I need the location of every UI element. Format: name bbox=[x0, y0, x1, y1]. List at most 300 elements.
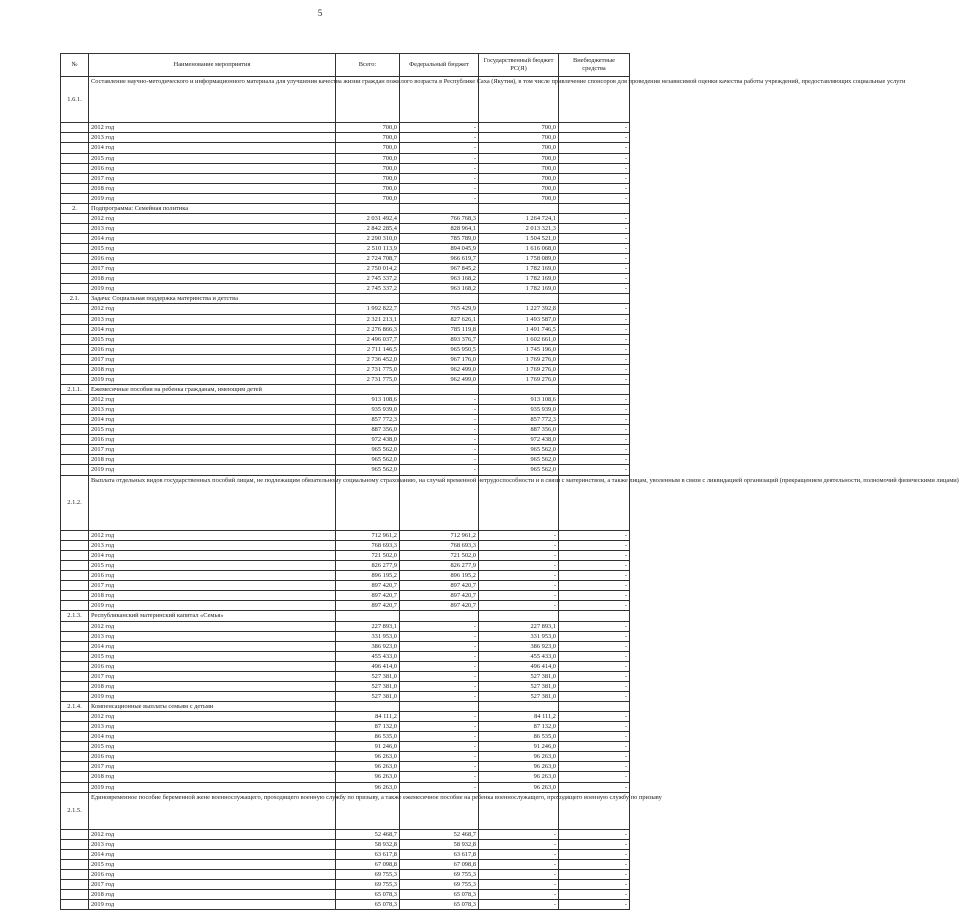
row-state: 1 602 661,0 bbox=[479, 334, 559, 344]
row-state: 331 953,0 bbox=[479, 631, 559, 641]
row-year: 2015 год bbox=[89, 742, 336, 752]
year-row bbox=[61, 661, 630, 671]
row-state: - bbox=[479, 849, 559, 859]
row-federal: 962 499,0 bbox=[400, 364, 479, 374]
section-code: 2.1.4. bbox=[61, 702, 89, 712]
row-code-empty bbox=[61, 193, 89, 203]
section-federal-empty bbox=[400, 384, 479, 394]
row-year: 2014 год bbox=[89, 551, 336, 561]
row-extra: - bbox=[559, 445, 630, 455]
row-extra: - bbox=[559, 244, 630, 254]
row-federal: - bbox=[400, 163, 479, 173]
year-row bbox=[61, 415, 630, 425]
row-year: 2018 год bbox=[89, 591, 336, 601]
row-state: 913 108,6 bbox=[479, 395, 559, 405]
row-federal: 897 420,7 bbox=[400, 601, 479, 611]
year-row bbox=[61, 334, 630, 344]
row-state: 1 616 068,0 bbox=[479, 244, 559, 254]
row-year: 2015 год bbox=[89, 860, 336, 870]
row-federal: - bbox=[400, 722, 479, 732]
row-year: 2019 год bbox=[89, 782, 336, 792]
row-total: 857 772,3 bbox=[336, 415, 400, 425]
row-total: 69 755,3 bbox=[336, 870, 400, 880]
row-state: 227 893,1 bbox=[479, 621, 559, 631]
section-title: Единовременное пособие беременной жене военнослужащего, проходящего военную службу по призыву, а также ежемесячное пособие на ребенка военнослужащего, проходящего военную службу по призыву bbox=[89, 792, 336, 829]
row-federal: - bbox=[400, 445, 479, 455]
row-state: 965 562,0 bbox=[479, 445, 559, 455]
row-federal: - bbox=[400, 143, 479, 153]
year-row bbox=[61, 405, 630, 415]
row-federal: 785 789,0 bbox=[400, 234, 479, 244]
row-total: 86 535,0 bbox=[336, 732, 400, 742]
section-row bbox=[61, 77, 630, 123]
row-extra: - bbox=[559, 591, 630, 601]
row-federal: - bbox=[400, 123, 479, 133]
section-title: Компенсационные выплаты семьям с детьми bbox=[89, 702, 336, 712]
row-code-empty bbox=[61, 681, 89, 691]
row-federal: - bbox=[400, 782, 479, 792]
row-total: 700,0 bbox=[336, 193, 400, 203]
row-state: - bbox=[479, 530, 559, 540]
row-state: 96 263,0 bbox=[479, 762, 559, 772]
row-state: 1 264 724,1 bbox=[479, 213, 559, 223]
year-row bbox=[61, 530, 630, 540]
row-total: 1 992 822,7 bbox=[336, 304, 400, 314]
row-total: 965 562,0 bbox=[336, 455, 400, 465]
row-total: 96 263,0 bbox=[336, 752, 400, 762]
row-code-empty bbox=[61, 234, 89, 244]
section-row bbox=[61, 384, 630, 394]
row-total: 972 438,0 bbox=[336, 435, 400, 445]
row-year: 2019 год bbox=[89, 601, 336, 611]
row-state: 1 227 392,8 bbox=[479, 304, 559, 314]
row-extra: - bbox=[559, 621, 630, 631]
row-total: 2 276 866,3 bbox=[336, 324, 400, 334]
row-code-empty bbox=[61, 254, 89, 264]
row-total: 897 420,7 bbox=[336, 591, 400, 601]
row-federal: 65 078,3 bbox=[400, 900, 479, 910]
row-total: 455 433,0 bbox=[336, 651, 400, 661]
row-extra: - bbox=[559, 143, 630, 153]
row-year: 2019 год bbox=[89, 465, 336, 475]
row-state: 965 562,0 bbox=[479, 465, 559, 475]
row-extra: - bbox=[559, 571, 630, 581]
row-total: 826 277,9 bbox=[336, 561, 400, 571]
section-title: Ежемесячные пособия на ребенка гражданам, имеющим детей bbox=[89, 384, 336, 394]
section-code: 2.1. bbox=[61, 294, 89, 304]
row-year: 2016 год bbox=[89, 435, 336, 445]
row-state: 1 782 169,0 bbox=[479, 274, 559, 284]
row-total: 897 420,7 bbox=[336, 601, 400, 611]
section-title: Подпрограмма: Семейная политика bbox=[89, 203, 336, 213]
row-state: 1 769 276,0 bbox=[479, 354, 559, 364]
row-state: 1 491 746,5 bbox=[479, 324, 559, 334]
year-row bbox=[61, 870, 630, 880]
row-state: 700,0 bbox=[479, 153, 559, 163]
year-row bbox=[61, 551, 630, 561]
year-row bbox=[61, 344, 630, 354]
row-code-empty bbox=[61, 445, 89, 455]
row-year: 2014 год bbox=[89, 732, 336, 742]
row-state: - bbox=[479, 900, 559, 910]
row-total: 65 078,3 bbox=[336, 890, 400, 900]
row-state: - bbox=[479, 870, 559, 880]
row-federal: - bbox=[400, 133, 479, 143]
row-extra: - bbox=[559, 732, 630, 742]
row-year: 2017 год bbox=[89, 581, 336, 591]
budget-table bbox=[60, 53, 959, 910]
row-total: 2 745 337,2 bbox=[336, 284, 400, 294]
row-state: 527 381,0 bbox=[479, 681, 559, 691]
header-name: Наименование мероприятия bbox=[89, 54, 336, 77]
year-row bbox=[61, 234, 630, 244]
row-code-empty bbox=[61, 163, 89, 173]
row-total: 897 420,7 bbox=[336, 581, 400, 591]
row-federal: 967 176,0 bbox=[400, 354, 479, 364]
row-code-empty bbox=[61, 274, 89, 284]
row-extra: - bbox=[559, 213, 630, 223]
row-extra: - bbox=[559, 435, 630, 445]
row-federal: - bbox=[400, 732, 479, 742]
row-total: 965 562,0 bbox=[336, 465, 400, 475]
row-federal: - bbox=[400, 772, 479, 782]
row-code-empty bbox=[61, 631, 89, 641]
row-total: 2 736 452,0 bbox=[336, 354, 400, 364]
row-extra: - bbox=[559, 601, 630, 611]
section-code: 2. bbox=[61, 203, 89, 213]
row-code-empty bbox=[61, 223, 89, 233]
row-extra: - bbox=[559, 561, 630, 571]
row-federal: - bbox=[400, 395, 479, 405]
section-total-empty bbox=[336, 203, 400, 213]
row-code-empty bbox=[61, 284, 89, 294]
table-body bbox=[61, 77, 959, 910]
row-total: 227 893,1 bbox=[336, 621, 400, 631]
row-extra: - bbox=[559, 829, 630, 839]
row-code-empty bbox=[61, 671, 89, 681]
row-total: 96 263,0 bbox=[336, 772, 400, 782]
row-federal: 785 119,8 bbox=[400, 324, 479, 334]
year-row bbox=[61, 900, 630, 910]
row-federal: - bbox=[400, 712, 479, 722]
row-code-empty bbox=[61, 641, 89, 651]
header-extra: Внебюджетные средства bbox=[559, 54, 630, 77]
row-federal: 826 277,9 bbox=[400, 561, 479, 571]
row-total: 2 290 310,0 bbox=[336, 234, 400, 244]
row-total: 2 321 213,1 bbox=[336, 314, 400, 324]
row-extra: - bbox=[559, 364, 630, 374]
section-code: 2.1.1. bbox=[61, 384, 89, 394]
row-extra: - bbox=[559, 334, 630, 344]
row-total: 965 562,0 bbox=[336, 445, 400, 455]
year-row bbox=[61, 244, 630, 254]
section-extra-empty bbox=[559, 384, 630, 394]
row-state: - bbox=[479, 880, 559, 890]
row-year: 2015 год bbox=[89, 561, 336, 571]
section-row bbox=[61, 294, 630, 304]
row-code-empty bbox=[61, 244, 89, 254]
row-extra: - bbox=[559, 671, 630, 681]
year-row bbox=[61, 782, 630, 792]
row-total: 58 932,8 bbox=[336, 839, 400, 849]
row-extra: - bbox=[559, 772, 630, 782]
row-total: 96 263,0 bbox=[336, 762, 400, 772]
row-federal: 65 078,3 bbox=[400, 890, 479, 900]
row-total: 913 108,6 bbox=[336, 395, 400, 405]
row-year: 2015 год bbox=[89, 334, 336, 344]
row-year: 2017 год bbox=[89, 880, 336, 890]
row-year: 2013 год bbox=[89, 223, 336, 233]
row-code-empty bbox=[61, 849, 89, 859]
row-extra: - bbox=[559, 880, 630, 890]
section-row bbox=[61, 203, 630, 213]
section-row bbox=[61, 702, 630, 712]
row-federal: - bbox=[400, 153, 479, 163]
row-federal: - bbox=[400, 651, 479, 661]
row-year: 2015 год bbox=[89, 244, 336, 254]
row-extra: - bbox=[559, 374, 630, 384]
year-row bbox=[61, 374, 630, 384]
row-year: 2014 год bbox=[89, 143, 336, 153]
row-total: 700,0 bbox=[336, 143, 400, 153]
row-federal: 721 502,0 bbox=[400, 551, 479, 561]
row-code-empty bbox=[61, 314, 89, 324]
row-year: 2018 год bbox=[89, 681, 336, 691]
row-total: 2 745 337,2 bbox=[336, 274, 400, 284]
row-extra: - bbox=[559, 530, 630, 540]
row-extra: - bbox=[559, 782, 630, 792]
row-code-empty bbox=[61, 752, 89, 762]
year-row bbox=[61, 364, 630, 374]
row-extra: - bbox=[559, 849, 630, 859]
section-row bbox=[61, 611, 630, 621]
year-row bbox=[61, 465, 630, 475]
row-total: 2 711 146,5 bbox=[336, 344, 400, 354]
row-total: 896 195,2 bbox=[336, 571, 400, 581]
row-year: 2012 год bbox=[89, 213, 336, 223]
row-year: 2016 год bbox=[89, 163, 336, 173]
row-year: 2017 год bbox=[89, 354, 336, 364]
row-state: 1 745 196,0 bbox=[479, 344, 559, 354]
row-total: 721 502,0 bbox=[336, 551, 400, 561]
section-code: 2.1.3. bbox=[61, 611, 89, 621]
year-row bbox=[61, 849, 630, 859]
header-total: Всего: bbox=[336, 54, 400, 77]
row-state: 700,0 bbox=[479, 123, 559, 133]
row-state: 455 433,0 bbox=[479, 651, 559, 661]
row-federal: 768 693,3 bbox=[400, 541, 479, 551]
year-row bbox=[61, 254, 630, 264]
row-federal: 765 429,9 bbox=[400, 304, 479, 314]
row-total: 768 693,3 bbox=[336, 541, 400, 551]
year-row bbox=[61, 143, 630, 153]
row-state: - bbox=[479, 839, 559, 849]
row-extra: - bbox=[559, 870, 630, 880]
row-federal: 712 961,2 bbox=[400, 530, 479, 540]
row-extra: - bbox=[559, 274, 630, 284]
row-federal: 69 755,3 bbox=[400, 870, 479, 880]
row-code-empty bbox=[61, 405, 89, 415]
row-federal: 893 376,7 bbox=[400, 334, 479, 344]
row-state: 1 504 521,0 bbox=[479, 234, 559, 244]
row-year: 2013 год bbox=[89, 722, 336, 732]
year-row bbox=[61, 712, 630, 722]
year-row bbox=[61, 839, 630, 849]
year-row bbox=[61, 772, 630, 782]
row-extra: - bbox=[559, 173, 630, 183]
section-title: Выплата отдельных видов государственных пособий лицам, не подлежащим обязательному социальному страхованию, на случай временной нетрудоспособности и в связи с материнством, а также лицам, уволенным в связи с ликвидацией организаций (прекращением деятельности, полномочий физическими лицами) bbox=[89, 475, 336, 530]
row-year: 2017 год bbox=[89, 173, 336, 183]
row-extra: - bbox=[559, 890, 630, 900]
row-code-empty bbox=[61, 732, 89, 742]
row-code-empty bbox=[61, 304, 89, 314]
row-state: 527 381,0 bbox=[479, 691, 559, 701]
row-total: 84 111,2 bbox=[336, 712, 400, 722]
row-code-empty bbox=[61, 900, 89, 910]
row-state: 700,0 bbox=[479, 143, 559, 153]
year-row bbox=[61, 581, 630, 591]
row-extra: - bbox=[559, 752, 630, 762]
row-code-empty bbox=[61, 651, 89, 661]
row-state: 857 772,3 bbox=[479, 415, 559, 425]
row-year: 2012 год bbox=[89, 304, 336, 314]
row-code-empty bbox=[61, 435, 89, 445]
row-code-empty bbox=[61, 415, 89, 425]
row-year: 2019 год bbox=[89, 374, 336, 384]
row-total: 2 842 285,4 bbox=[336, 223, 400, 233]
row-federal: - bbox=[400, 681, 479, 691]
row-state: 935 939,0 bbox=[479, 405, 559, 415]
row-state: - bbox=[479, 591, 559, 601]
year-row bbox=[61, 435, 630, 445]
row-extra: - bbox=[559, 304, 630, 314]
row-state: 2 013 321,3 bbox=[479, 223, 559, 233]
row-extra: - bbox=[559, 900, 630, 910]
row-total: 331 953,0 bbox=[336, 631, 400, 641]
section-total-empty bbox=[336, 384, 400, 394]
row-year: 2018 год bbox=[89, 274, 336, 284]
row-year: 2016 год bbox=[89, 571, 336, 581]
row-code-empty bbox=[61, 153, 89, 163]
row-state: 887 356,0 bbox=[479, 425, 559, 435]
row-state: - bbox=[479, 860, 559, 870]
row-total: 700,0 bbox=[336, 153, 400, 163]
row-federal: - bbox=[400, 752, 479, 762]
row-federal: - bbox=[400, 762, 479, 772]
row-total: 2 750 014,2 bbox=[336, 264, 400, 274]
section-state-empty bbox=[479, 384, 559, 394]
row-code-empty bbox=[61, 839, 89, 849]
row-year: 2013 год bbox=[89, 314, 336, 324]
section-federal-empty bbox=[400, 702, 479, 712]
row-federal: 963 168,2 bbox=[400, 274, 479, 284]
section-extra-empty bbox=[559, 611, 630, 621]
row-year: 2014 год bbox=[89, 415, 336, 425]
year-row bbox=[61, 571, 630, 581]
row-code-empty bbox=[61, 123, 89, 133]
row-code-empty bbox=[61, 712, 89, 722]
row-state: 1 769 276,0 bbox=[479, 374, 559, 384]
row-federal: - bbox=[400, 415, 479, 425]
year-row bbox=[61, 880, 630, 890]
row-code-empty bbox=[61, 143, 89, 153]
year-row bbox=[61, 561, 630, 571]
row-federal: 828 964,1 bbox=[400, 223, 479, 233]
section-federal-empty bbox=[400, 611, 479, 621]
row-federal: - bbox=[400, 405, 479, 415]
row-total: 63 617,8 bbox=[336, 849, 400, 859]
row-extra: - bbox=[559, 183, 630, 193]
row-code-empty bbox=[61, 561, 89, 571]
row-state: - bbox=[479, 890, 559, 900]
row-code-empty bbox=[61, 571, 89, 581]
row-total: 91 246,0 bbox=[336, 742, 400, 752]
row-federal: - bbox=[400, 173, 479, 183]
row-extra: - bbox=[559, 860, 630, 870]
row-year: 2018 год bbox=[89, 890, 336, 900]
row-year: 2013 год bbox=[89, 631, 336, 641]
year-row bbox=[61, 304, 630, 314]
row-total: 700,0 bbox=[336, 163, 400, 173]
row-state: - bbox=[479, 541, 559, 551]
row-code-empty bbox=[61, 661, 89, 671]
row-federal: 965 950,5 bbox=[400, 344, 479, 354]
row-year: 2014 год bbox=[89, 234, 336, 244]
row-state: 700,0 bbox=[479, 193, 559, 203]
row-code-empty bbox=[61, 183, 89, 193]
row-extra: - bbox=[559, 465, 630, 475]
header-row bbox=[61, 54, 630, 77]
row-year: 2013 год bbox=[89, 839, 336, 849]
year-row bbox=[61, 445, 630, 455]
row-total: 386 923,0 bbox=[336, 641, 400, 651]
row-year: 2015 год bbox=[89, 153, 336, 163]
row-year: 2014 год bbox=[89, 324, 336, 334]
year-row bbox=[61, 354, 630, 364]
year-row bbox=[61, 324, 630, 334]
row-total: 887 356,0 bbox=[336, 425, 400, 435]
row-code-empty bbox=[61, 762, 89, 772]
row-federal: 827 626,1 bbox=[400, 314, 479, 324]
row-year: 2014 год bbox=[89, 641, 336, 651]
year-row bbox=[61, 193, 630, 203]
row-code-empty bbox=[61, 374, 89, 384]
row-total: 2 731 775,0 bbox=[336, 374, 400, 384]
section-extra-empty bbox=[559, 294, 630, 304]
row-extra: - bbox=[559, 153, 630, 163]
row-code-empty bbox=[61, 344, 89, 354]
section-total-empty bbox=[336, 294, 400, 304]
row-extra: - bbox=[559, 284, 630, 294]
row-code-empty bbox=[61, 870, 89, 880]
row-federal: 894 045,9 bbox=[400, 244, 479, 254]
row-year: 2012 год bbox=[89, 712, 336, 722]
row-federal: 962 499,0 bbox=[400, 374, 479, 384]
row-state: 1 769 276,0 bbox=[479, 364, 559, 374]
row-state: 700,0 bbox=[479, 183, 559, 193]
year-row bbox=[61, 742, 630, 752]
row-code-empty bbox=[61, 364, 89, 374]
row-federal: - bbox=[400, 671, 479, 681]
row-federal: 52 468,7 bbox=[400, 829, 479, 839]
row-code-empty bbox=[61, 213, 89, 223]
year-row bbox=[61, 732, 630, 742]
page-number: 5 bbox=[317, 8, 323, 18]
row-state: 527 381,0 bbox=[479, 671, 559, 681]
row-total: 496 414,0 bbox=[336, 661, 400, 671]
row-state: 96 263,0 bbox=[479, 772, 559, 782]
row-code-empty bbox=[61, 691, 89, 701]
